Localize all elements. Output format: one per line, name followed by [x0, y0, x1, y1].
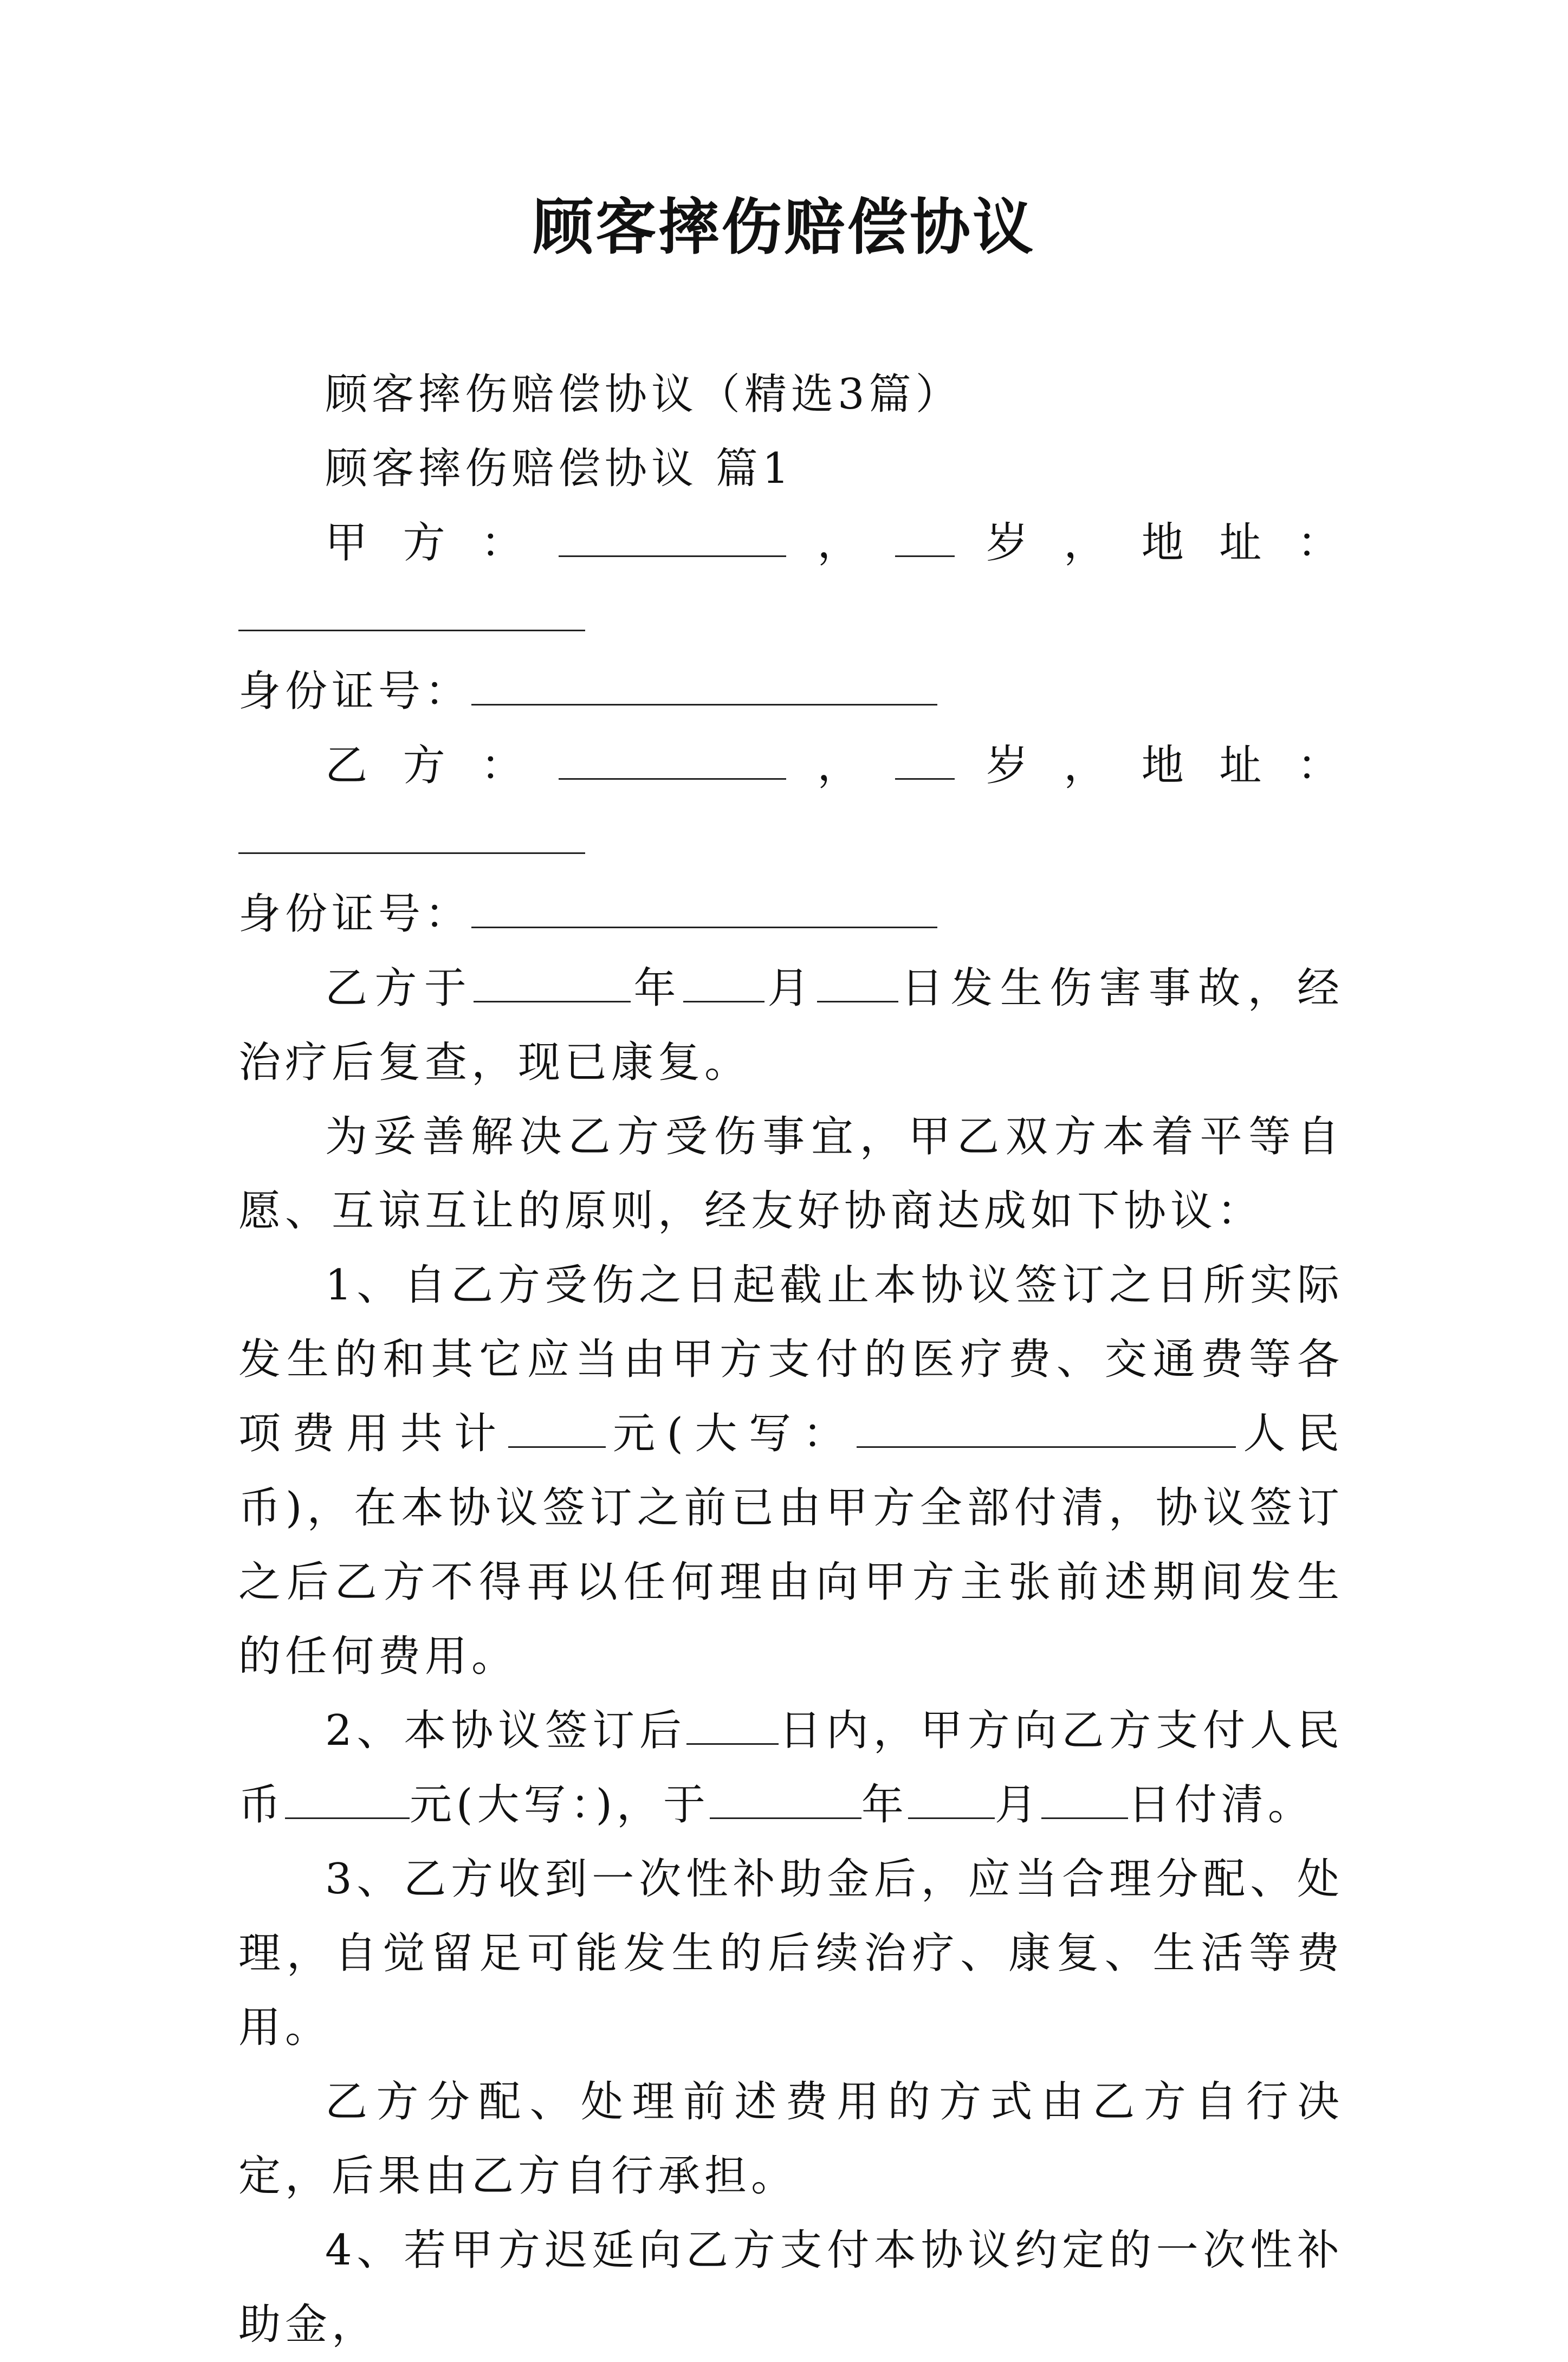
clause-2-part1: 2、本协议签订后	[325, 1706, 686, 1755]
party-b-label: 乙方：	[325, 741, 559, 790]
accident-day-blank[interactable]	[817, 968, 898, 1002]
clause-2-part2: 日内，甲方向乙方支付人民币	[238, 1706, 1344, 1829]
clause-1	[238, 1248, 1344, 1694]
party-a-age-sep: ，	[786, 519, 895, 567]
accident-month-blank[interactable]	[683, 968, 764, 1002]
party-a-name-blank[interactable]	[559, 523, 786, 557]
clause-2-part3: 元(大写：)，于	[410, 1781, 710, 1829]
clause-2-year-blank[interactable]	[710, 1785, 861, 1819]
clause-1-amount-words-blank[interactable]	[857, 1414, 1236, 1448]
document-body	[238, 358, 1344, 2362]
party-b-address-label: 地址：	[1141, 741, 1344, 790]
clause-2-month-blank[interactable]	[908, 1785, 995, 1819]
party-a-label: 甲方：	[325, 519, 559, 567]
accident-year-label: 年	[631, 964, 683, 1013]
party-a-address-blank[interactable]	[238, 597, 585, 631]
clause-2-days-blank[interactable]	[686, 1711, 779, 1745]
clause-1-part2: 元(大写：	[605, 1409, 857, 1458]
clause-2-day-blank[interactable]	[1041, 1785, 1128, 1819]
party-b-name-blank[interactable]	[559, 746, 786, 780]
party-a-id-blank[interactable]	[471, 671, 937, 706]
party-b-age-unit: 岁，	[955, 741, 1142, 790]
clause-2-suffix: 日付清。	[1128, 1781, 1314, 1829]
clause-1-part1: 1、自乙方受伤之日起截止本协议签订之日所实际发生的和其它应当由甲方支付的医疗费、交通费等各项费用共计	[238, 1261, 1344, 1458]
accident-prefix: 乙方于	[325, 964, 474, 1013]
party-b-id-blank[interactable]	[471, 894, 937, 928]
party-a-age-blank[interactable]	[895, 523, 955, 557]
party-a-id-label: 身份证号：	[238, 667, 472, 716]
party-a-line	[238, 506, 1344, 655]
accident-suffix: 日发生伤害事故，经治疗后复查，现已康复。	[238, 964, 1344, 1087]
accident-year-blank[interactable]	[474, 968, 631, 1002]
party-a-address-label: 地址：	[1141, 519, 1344, 567]
clause-3: 3、乙方收到一次性补助金后，应当合理分配、处理，自觉留足可能发生的后续治疗、康复、生活等费用。	[238, 1855, 1344, 2052]
section-heading: 顾客摔伤赔偿协议 篇1	[325, 444, 794, 493]
party-b-id-line	[238, 877, 1344, 952]
intro-paragraph: 为妥善解决乙方受伤事宜，甲乙双方本着平等自愿、互谅互让的原则，经友好协商达成如下协议：	[238, 1112, 1344, 1235]
clause-3b: 乙方分配、处理前述费用的方式由乙方自行决定，后果由乙方自行承担。	[238, 2078, 1344, 2201]
accident-paragraph	[238, 952, 1344, 1100]
party-b-age-sep: ，	[786, 741, 895, 790]
document-title: 顾客摔伤赔偿协议	[533, 192, 1035, 263]
party-a-id-line	[238, 655, 1344, 729]
party-b-age-blank[interactable]	[895, 746, 955, 780]
accident-month-label: 月	[764, 964, 817, 1013]
party-a-age-unit: 岁，	[955, 519, 1142, 567]
clause-2-year-label: 年	[861, 1781, 908, 1829]
clause-2-month-label: 月	[994, 1781, 1041, 1829]
party-b-line	[238, 729, 1344, 877]
clause-2-amount-blank[interactable]	[285, 1785, 410, 1819]
party-b-id-label: 身份证号：	[238, 890, 472, 939]
clause-1-amount-blank[interactable]	[508, 1414, 606, 1448]
subtitle: 顾客摔伤赔偿协议（精选3篇）	[325, 370, 962, 419]
party-b-address-blank[interactable]	[238, 820, 585, 854]
clause-1-part3: 人民币)，在本协议签订之前已由甲方全部付清，协议签订之后乙方不得再以任何理由向甲方主张前述期间发生的任何费用。	[238, 1409, 1344, 1681]
clause-4: 4、若甲方迟延向乙方支付本协议约定的一次性补助金，	[238, 2226, 1344, 2349]
clause-2	[238, 1694, 1344, 1842]
